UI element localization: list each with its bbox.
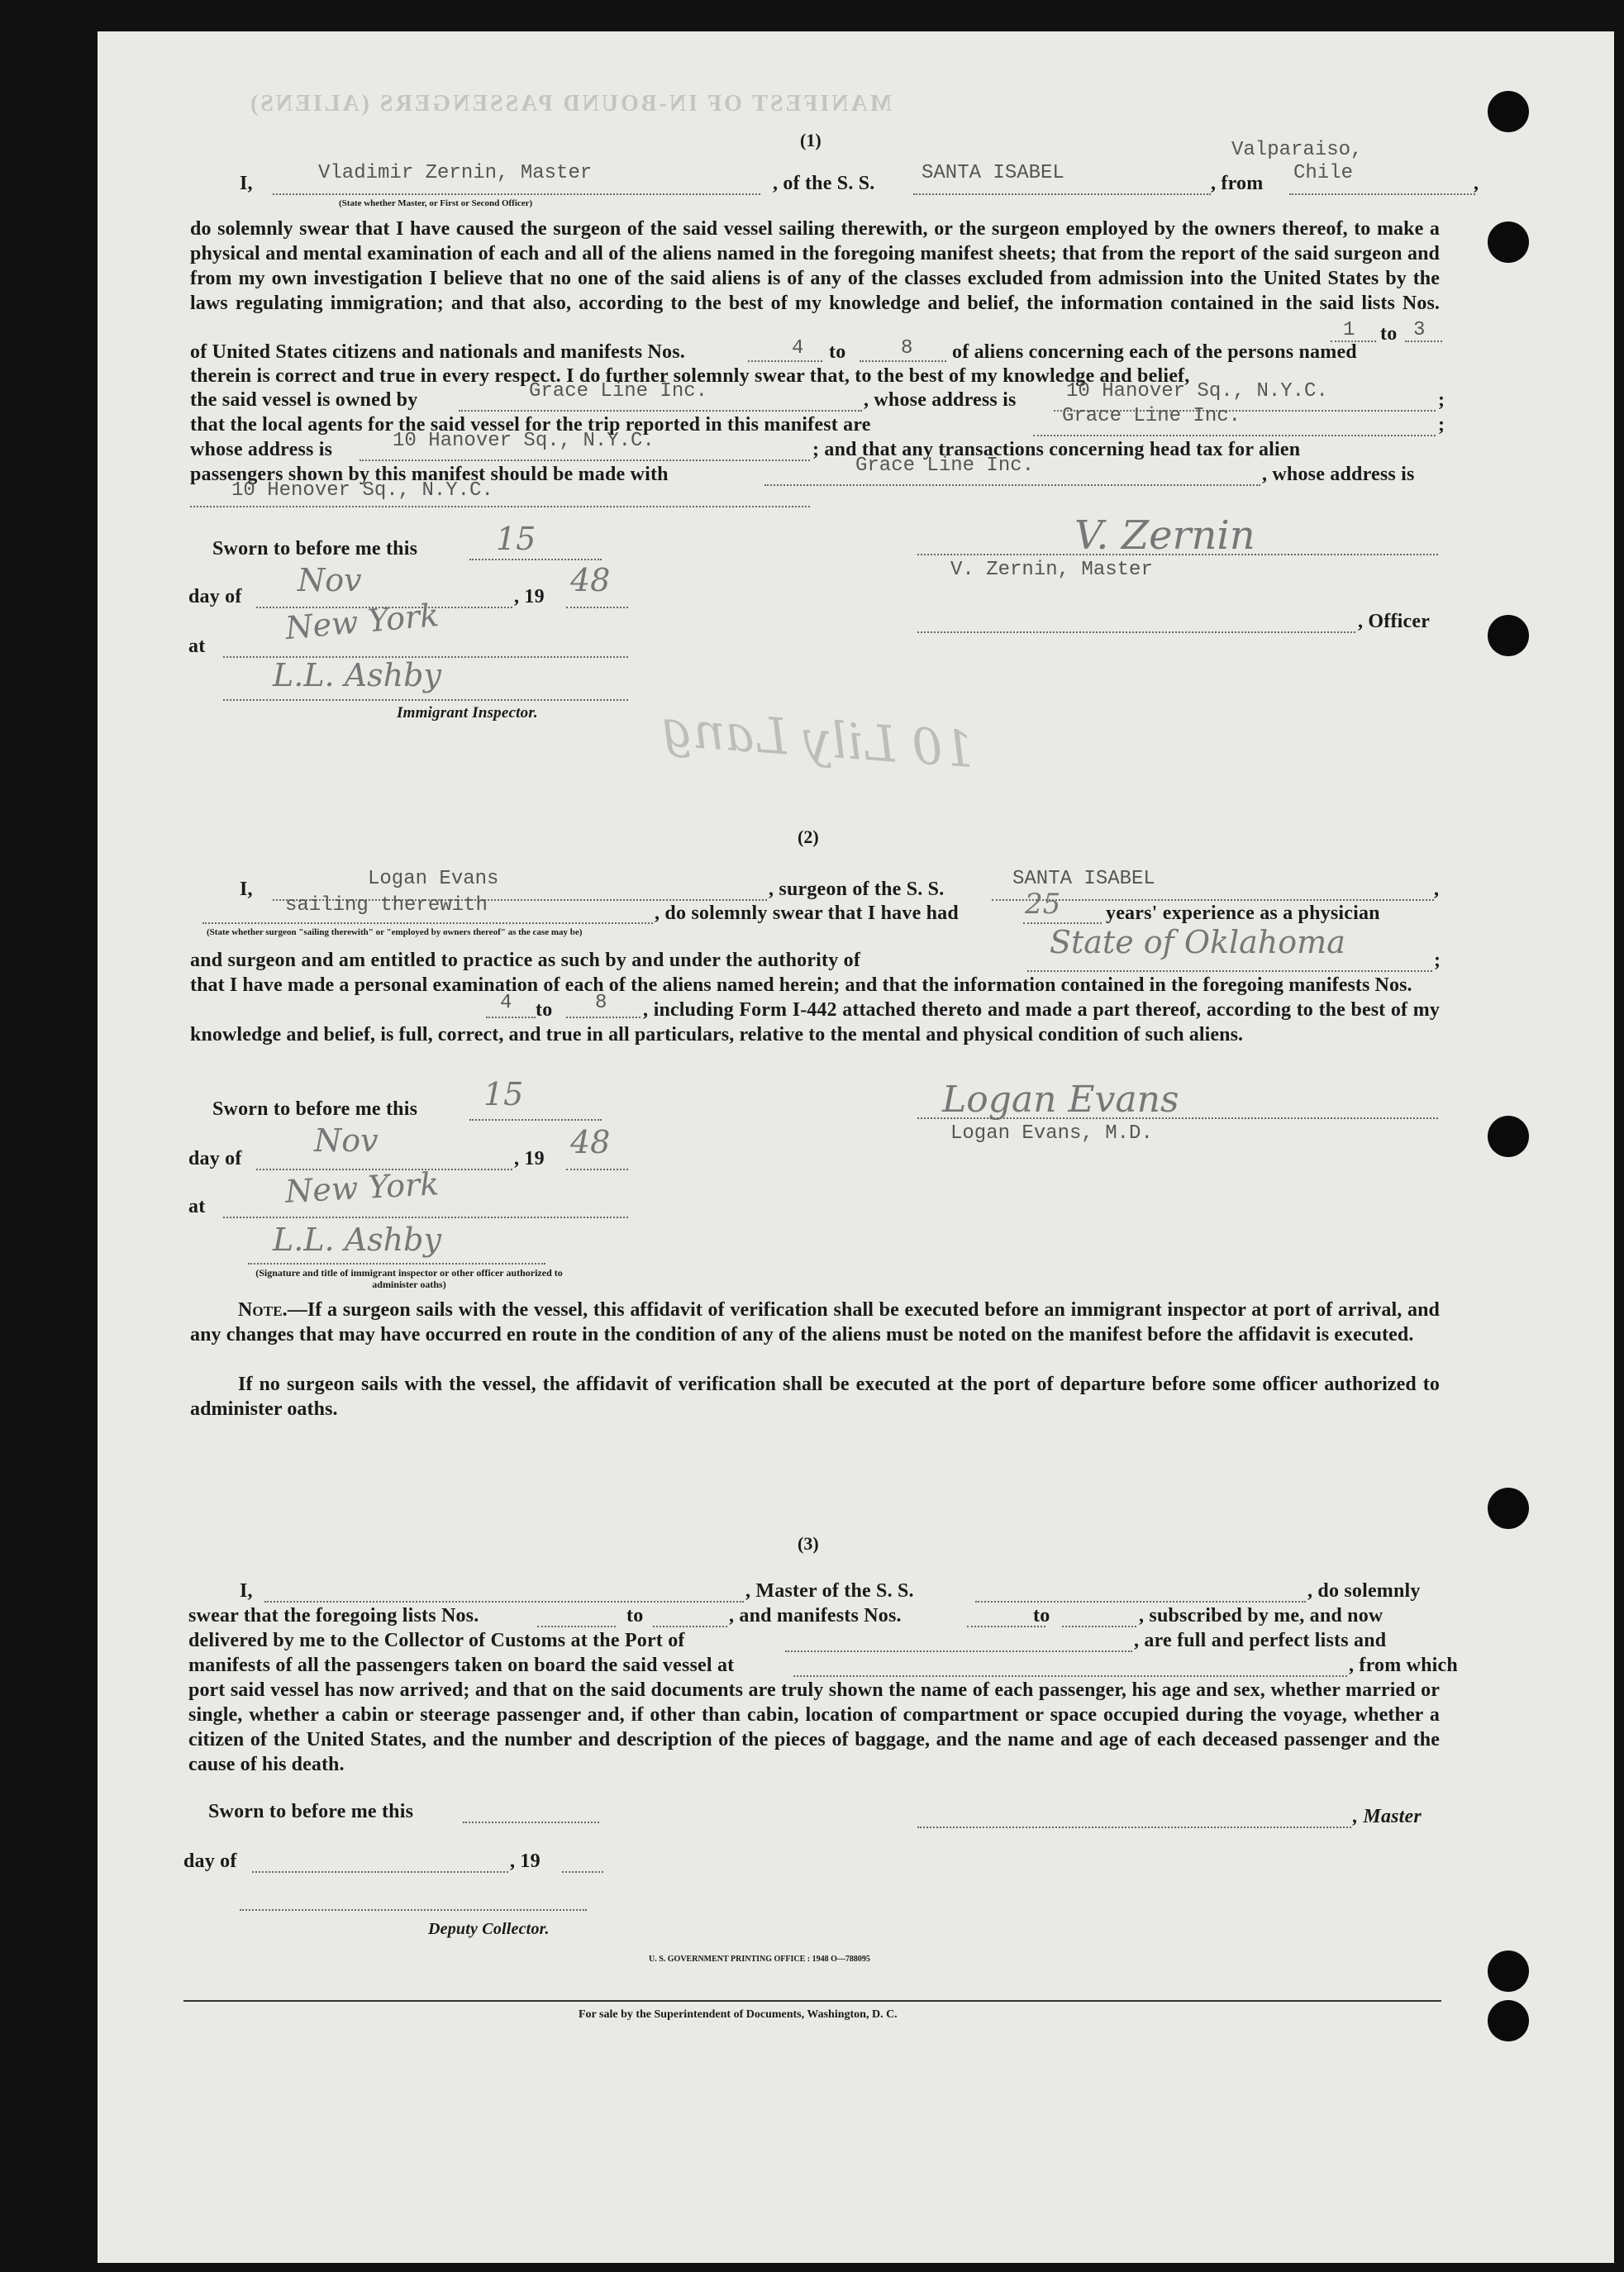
place-line-2 [223,1217,628,1218]
bleed-through-handwriting: 10 Lily Lang [660,699,977,780]
section-2-number: (2) [798,826,819,847]
manifests-to-label: to [829,341,846,363]
i-label: I, [240,879,253,900]
master-sig-line-3 [917,1827,1351,1828]
manifests-from-line [748,360,822,362]
surgeon-name: Logan Evans [368,868,499,890]
lists-to: 3 [1413,319,1426,341]
do-solemnly: , do solemnly [1307,1580,1421,1602]
day-of-label-3: day of [183,1850,237,1872]
master-hint: (State whether Master, or First or Second Officer) [339,198,533,208]
head-tax-party-line [764,484,1260,486]
year-prefix: , 19 [514,586,545,607]
owned-by-label: the said vessel is owned by [190,389,418,411]
sailing-line [202,922,653,924]
officer-signature: V. Zernin [1074,512,1255,559]
surgeon-sig-line [917,1117,1438,1119]
surgeon-signature: Logan Evans [942,1079,1179,1121]
manifests-from: 4 [792,337,804,360]
owner-address: 10 Hanover Sq., N.Y.C. [1066,380,1328,402]
citizens-text: of United States citizens and nationals and manifests Nos. [190,341,685,363]
sailing-therewith: sailing therewith [285,894,488,917]
lists-from: 1 [1343,319,1355,341]
surgeon-of-label: , surgeon of the S. S. [769,879,945,900]
examination-paragraph: that I have made a personal examination of each of the aliens named herein; and that the information contained in the foregoing manifests Nos. [190,974,1412,996]
agents-semicolon: ; [1438,414,1445,436]
from-city: Valparaiso, [1231,139,1363,161]
sworn-label-2: Sworn to before me this [212,1098,418,1120]
lists-to-line-3 [653,1626,727,1627]
day-of-label-2: day of [188,1148,242,1169]
from-which-text: , from which [1349,1655,1458,1676]
place-2: New York [283,1165,441,1210]
authority-semicolon: ; [1434,950,1441,971]
master-label-3: , Master [1353,1806,1422,1827]
i-label-3: I, [240,1580,253,1602]
inspector-label-2: (Signature and title of immigrant inspector or other officer authorized to administer oaths) [255,1267,563,1291]
manifests-to: 8 [901,337,913,360]
authority-line [1027,970,1432,972]
agents-line [1033,435,1436,436]
owner-semicolon: ; [1438,389,1445,411]
month-line-3 [252,1871,508,1873]
deputy-line [240,1909,587,1911]
therein-text: therein is correct and true in every respect. I do further solemnly swear that, to the best of my knowledge and belief, [190,365,1190,387]
sworn-label-3: Sworn to before me this [208,1801,414,1822]
vessel-name: SANTA ISABEL [922,162,1064,184]
at-label-2: at [188,1196,206,1217]
master-line-3 [264,1601,744,1603]
deputy-label: Deputy Collector. [428,1920,550,1938]
years: 25 [1025,888,1061,921]
inspector-sig-line-2 [248,1263,545,1265]
agents-name: Grace Line Inc. [1062,405,1241,427]
manifests-to-line [860,360,946,362]
aliens-concerning: of aliens concerning each of the persons named [952,341,1357,363]
agents-address-line [360,460,810,461]
inspector-signature: L.L. Ashby [273,657,441,693]
collector-text: delivered by me to the Collector of Customs at the Port of [188,1630,685,1651]
footer-rule [183,2000,1441,2002]
sworn-day-line-2 [469,1119,602,1121]
of-ss-label: , of the S. S. [773,173,875,194]
manifests-to-line-3 [1062,1626,1136,1627]
authority-text: and surgeon and am entitled to practice as such by and under the authority of [190,950,861,971]
manifests2-from: 4 [500,992,512,1014]
and-manifests: , and manifests Nos. [729,1605,902,1627]
manifests2-to-label: to [536,999,553,1021]
master-name: Vladimir Zernin, Master [318,162,593,184]
punch-hole [1488,221,1529,263]
years-text: years' experience as a physician [1106,903,1380,924]
place: New York [283,596,441,647]
section-3-number: (3) [798,1533,819,1554]
from-country: Chile [1293,162,1354,184]
manifests-passengers-text: manifests of all the passengers taken on board the said vessel at [188,1655,735,1676]
lists-to-label-3: to [626,1605,644,1627]
agents-address-label: whose address is [190,439,333,460]
sworn-label: Sworn to before me this [212,538,418,560]
surgeon-typed: Logan Evans, M.D. [950,1122,1153,1145]
subscribed-text: , subscribed by me, and now [1139,1605,1383,1627]
bleed-through-heading: MANIFEST OF IN-BOUND PASSENGERS (ALIENS) [248,91,893,117]
vessel-name-2: SANTA ISABEL [1012,868,1155,890]
agents-address: 10 Hanover Sq., N.Y.C. [393,430,655,452]
perfect-lists-text: , are full and perfect lists and [1134,1630,1387,1651]
swear-text: , do solemnly swear that I have had [655,903,959,924]
punch-hole [1488,2000,1529,2041]
inspector-signature-2: L.L. Ashby [273,1222,441,1258]
day-of-label: day of [188,586,242,607]
inspector-sig-line [223,699,628,701]
from-comma: , [1474,173,1479,194]
party-address-line [190,506,810,507]
vessel-comma-2: , [1434,879,1440,900]
agents-label: that the local agents for the said vessel for the trip reported in this manifest are [190,414,871,436]
punch-hole [1488,1488,1529,1529]
passengers-text: passengers shown by this manifest should be made with [190,464,669,485]
from-label: , from [1211,173,1264,194]
officer-label: , Officer [1358,611,1431,632]
punch-hole [1488,91,1529,132]
manifests-to-label-3: to [1033,1605,1050,1627]
note-paragraph-2: If no surgeon sails with the vessel, the affidavit of verification shall be executed at the port of departure before some officer authorized to administer oaths. [190,1374,1440,1420]
punch-hole [1488,1950,1529,1992]
sailing-hint: (State whether surgeon "sailing therewith" or "employed by owners thereof" as the case may be) [207,927,583,937]
manifests2-to: 8 [595,992,607,1014]
year-prefix-3: , 19 [510,1850,541,1872]
sworn-day: 15 [496,521,536,557]
owner-line [459,410,862,412]
punch-hole [1488,615,1529,656]
master-of-label: , Master of the S. S. [745,1580,914,1602]
head-tax-text: ; and that any transactions concerning head tax for alien [812,439,1301,460]
month-2: Nov [314,1122,379,1159]
from-line [1289,193,1475,195]
sworn-day-line [469,559,602,560]
form-paragraph: , including Form I-442 attached thereto and made a part thereof, according to the best of my knowledge and belief, is full, correct, and true in all particulars, relative to the mental and physical condition of such aliens. [190,999,1440,1046]
year: 48 [570,562,611,598]
year-line [566,607,628,608]
departure-port-line [793,1675,1347,1677]
sworn-day-line-3 [463,1822,599,1823]
note-paragraph [190,1298,1440,1347]
inspector-label: Immigrant Inspector. [397,704,538,722]
lists-to-line [1405,341,1442,342]
section-1-number: (1) [800,130,822,150]
printing-office: U. S. GOVERNMENT PRINTING OFFICE : 1948 O—788095 [649,1955,870,1964]
lists-to-label: to [1380,323,1398,345]
lists-text: swear that the foregoing lists Nos. [188,1605,479,1627]
officer-line [917,631,1355,633]
vessel-line [913,193,1211,195]
for-sale-text: For sale by the Superintendent of Documents, Washington, D. C. [579,2008,898,2021]
oath-paragraph: do solemnly swear that I have caused the surgeon of the said vessel sailing therewith, or the surgeon employed by the owners thereof, to make a physical and mental examination of each and all of the aliens named in the foregoing manifest sheets; that from the report of the said surgeon and from my own investigation I believe that no one of the said aliens is of any of the classes excluded from admission into the United States by the laws regulating immigration; and that also, according to the best of my knowledge and belief, the information contained in the said lists Nos. [190,218,1440,314]
head-tax-party: Grace Line Inc. [855,455,1035,477]
master-name-line [273,193,760,195]
port-line [785,1650,1132,1652]
note-text: —If a surgeon sails with the vessel, this affidavit of verification shall be executed before an immigrant inspector at port of arrival, and any changes that may have occurred en route in the condition of any of the aliens must be noted on the manifest before the affidavit is executed. [190,1299,1440,1346]
year-line-3 [562,1871,603,1873]
section3-paragraph: port said vessel has now arrived; and that on the said documents are truly shown the name of each passenger, his age and sex, whether married or single, whether a cabin or steerage passenger and, if other than cabin, location of compartment or space occupied during the voyage, whether a citizen of the United States, and the number and description of the pieces of baggage, and the name and age of each deceased passenger and the cause of his death. [188,1679,1440,1775]
year-2: 48 [570,1124,611,1160]
authority: State of Oklahoma [1050,924,1345,960]
party-address: 10 Henover Sq., N.Y.C. [231,479,493,502]
whose-address-label: , whose address is [864,389,1017,411]
month: Nov [298,562,362,598]
i-label: I, [240,173,253,194]
officer-sig-line [917,554,1438,555]
at-label: at [188,636,206,657]
punch-hole [1488,1116,1529,1157]
lists-from-line-3 [537,1626,616,1627]
sworn-day-2: 15 [483,1076,524,1112]
vessel-line-3 [975,1601,1306,1603]
year-line-2 [566,1169,628,1170]
officer-typed: V. Zernin, Master [950,559,1153,581]
note-label: Note. [238,1299,288,1321]
whose-address-end: , whose address is [1262,464,1415,485]
year-prefix-2: , 19 [514,1148,545,1169]
owner-name: Grace Line Inc. [529,380,708,402]
